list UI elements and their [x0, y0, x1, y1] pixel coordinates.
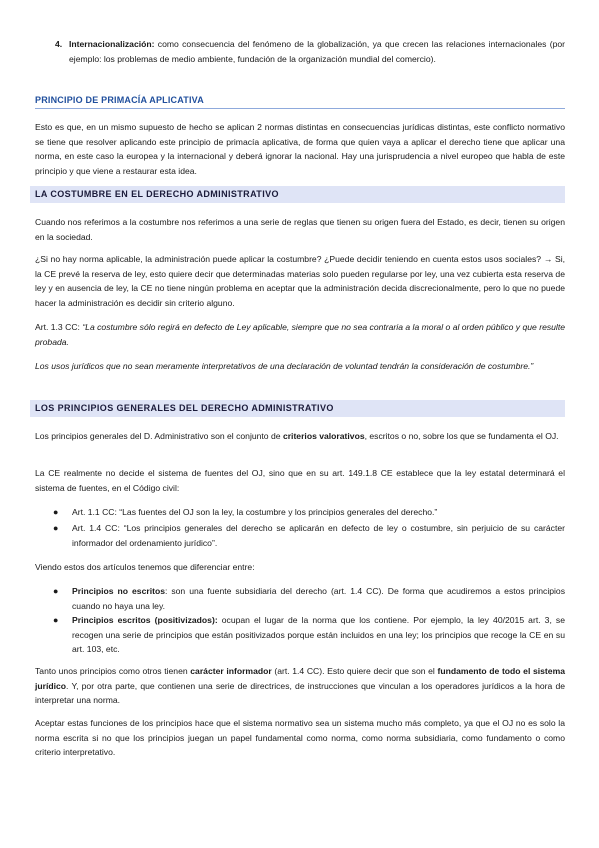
list-term: Internacionalización: — [69, 39, 155, 49]
text-run: Los principios generales del D. Administrativo son el conjunto de — [35, 431, 283, 441]
bullet-text: Art. 1.1 CC: “Las fuentes del OJ son la ley, la costumbre y los principios generales del derecho.” — [72, 507, 438, 517]
list-number: 4. — [55, 39, 63, 49]
bullet-principios-escritos — [53, 613, 565, 657]
text-run: . Y, por otra parte, que contienen una serie de directrices, de instrucciones que vinculan a los operadores jurídicos a la hora de interpretar una norma. — [35, 680, 565, 706]
paragraph-principios-2: La CE realmente no decide el sistema de fuentes del OJ, sino que en su art. 149.1.8 CE establece que la ley estatal determinará el sistema de fuentes, en el Código civil: — [35, 468, 565, 493]
list-item-internacionalizacion — [55, 37, 565, 66]
text-run: , escritos o no, sobre los que se fundamenta el OJ. — [364, 431, 559, 441]
bullet-text: ocupan el lugar de la norma que los contiene. Por ejemplo, la ley 40/2015 art. 3, se recogen una serie de principios que están positivizados porque están incluidos en una ley; los principios que recoge la CE en su art. 103, etc. — [72, 615, 565, 655]
bullet-text: Art. 1.4 CC: “Los principios generales del derecho se aplicarán en defecto de ley o costumbre, sin perjuicio de su carácter informador del ordenamiento jurídico”. — [72, 523, 565, 548]
paragraph-funciones: Aceptar estas funciones de los principios hace que el sistema normativo sea un sistema mucho más completo, ya que el OJ no es solo la norma escrita si no que los principios juegan un papel fundamental como norma, como norma subsidiaria, como fundamento o como criterio interpretativo. — [35, 718, 565, 758]
art-quote: “La costumbre sólo regirá en defecto de Ley aplicable, siempre que no sea contraria a la moral o al orden público y que resulte probada. — [35, 322, 566, 347]
paragraph-costumbre-1: Cuando nos referimos a la costumbre nos referimos a una serie de reglas que tienen su origen fuera del Estado, es decir, tienen su origen en la sociedad. — [35, 217, 565, 242]
art-ref: Art. 1.3 CC: — [35, 322, 83, 332]
bullet-icon: ● — [53, 523, 59, 533]
paragraph-caracter-informador — [35, 664, 565, 708]
heading-principios-generales: LOS PRINCIPIOS GENERALES DEL DERECHO ADMINISTRATIVO — [30, 400, 565, 417]
paragraph-art-1-3 — [35, 320, 565, 349]
list-text: como consecuencia del fenómeno de la globalización, ya que crecen las relaciones internacionales (por ejemplo: los problemas de medio ambiente, fundación de la organización mundial del comercio). — [69, 39, 565, 64]
bullet-principios-no-escritos — [53, 584, 566, 613]
bold-term: criterios valorativos — [282, 431, 365, 441]
bold-term: carácter informador — [190, 666, 272, 676]
bullet-icon: ● — [53, 586, 59, 596]
bullet-text: : son una fuente subsidiaria del derecho (art. 1.4 CC). De forma que acudiremos a estos principios cuando no haya una ley. — [72, 586, 566, 611]
paragraph-principios-1 — [35, 429, 565, 444]
paragraph-costumbre-2: ¿Si no hay norma aplicable, la administración puede aplicar la costumbre? ¿Puede decidir teniendo en cuenta estos usos sociales? → Si, la CE prevé la reserva de ley, esto quiere decir que determinadas materias solo pueden regularse por ley, una vez cubierta esta reserva de ley y en ausencia de ley, la CE no tiene ningún problema en aceptar que la administración decida discrecionalmente, pero lo que no puede hacer la administración es decidir sin criterio alguno. — [35, 254, 565, 308]
heading-costumbre: LA COSTUMBRE EN EL DERECHO ADMINISTRATIVO — [30, 186, 565, 203]
bullet-art-1-4 — [53, 521, 565, 550]
bullet-icon: ● — [53, 507, 59, 517]
bold-term: fundamento de todo el sistema jurídico — [35, 666, 565, 691]
paragraph-diferenciar: Viendo estos dos artículos tenemos que diferenciar entre: — [35, 562, 255, 572]
bullet-icon: ● — [53, 615, 59, 625]
paragraph-primacia: Esto es que, en un mismo supuesto de hecho se aplican 2 normas distintas en consecuencias jurídicas distintas, este conflicto normativo se tiene que resolver aplicando este principio de primacía aplicativa, de forma que quien vaya a aplicar el derecho tiene que aplicar una norma, en este caso la europea y la internacional y deberá ignorar la nacional. Hay una jurisprudencia a nivel europeo que habla de este principio y que viene a restaurar esta idea. — [35, 122, 565, 176]
paragraph-usos-juridicos: Los usos jurídicos que no sean meramente interpretativos de una declaración de voluntad tendrán la consideración de costumbre.” — [35, 361, 534, 371]
bullet-art-1-1 — [53, 505, 565, 520]
bullet-term: Principios no escritos — [72, 586, 165, 596]
bullet-term: Principios escritos (positivizados): — [72, 615, 218, 625]
heading-primacia-aplicativa: PRINCIPIO DE PRIMACÍA APLICATIVA — [35, 95, 565, 109]
text-run: (art. 1.4 CC). Esto quiere decir que son el — [271, 666, 438, 676]
text-run: Tanto unos principios como otros tienen — [35, 666, 191, 676]
